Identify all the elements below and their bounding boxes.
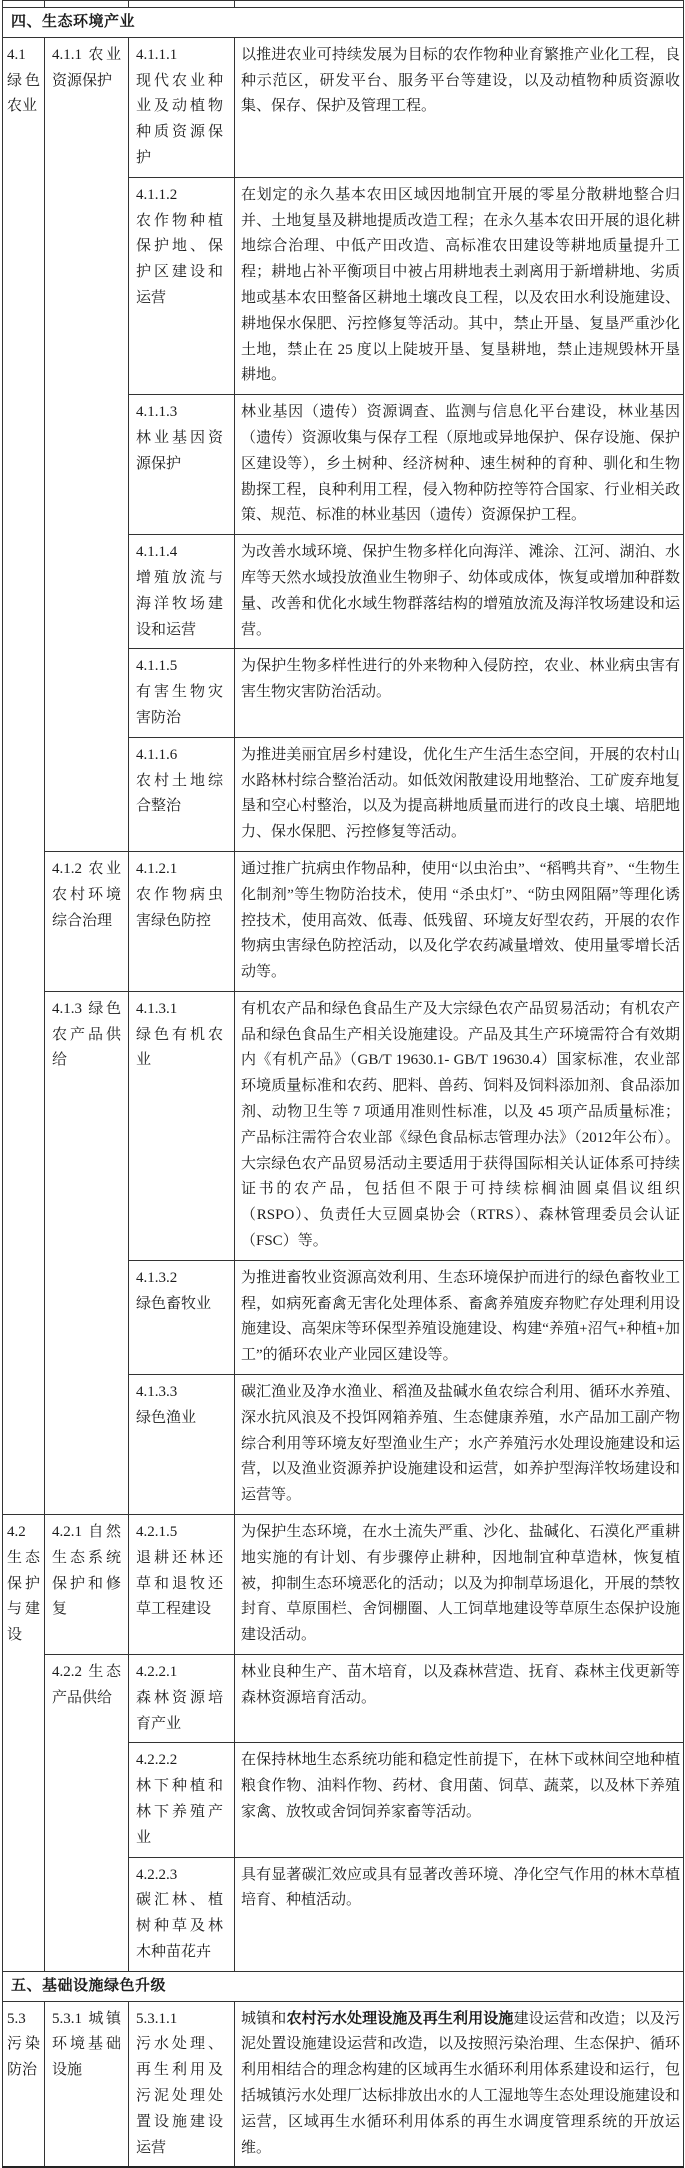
cell-4-1-3-2-description: 为推进畜牧业资源高效利用、生态环境保护而进行的绿色畜牧业工程，如病死畜禽无害化处理体系、畜禽养殖废弃物贮存处理利用设施建设、高架床等环保型养殖设施建设、构建“养殖+沼气+种植+加工”的循环农业产业园区建设等。 — [235, 1260, 684, 1374]
category-name: 有害生物灾害防治 — [136, 684, 223, 726]
category-name: 农作物种植保护地、保护区建设和运营 — [136, 212, 223, 306]
category-name: 林下种植和林下养殖产业 — [136, 1778, 223, 1846]
category-code: 4.1.1.4 — [136, 544, 178, 561]
cell-4-1-1-3-description: 林业基因（遗传）资源调查、监测与信息化平台建设，林业基因（遗传）资源收集与保存工程（原地或异地保护、保存设施、保护区建设等），乡土树种、经济树种、速生树种的育种、驯化和生物勘探工程，良种利用工程，侵入物种防控等符合国家、行业相关政策、规范、标准的林业基因（遗传）资源保护工程。 — [235, 395, 684, 535]
cell-4-1-3-3 — [129, 1375, 235, 1515]
table-row — [3, 1515, 684, 1655]
cell-4-1-1-2 — [129, 177, 235, 394]
cell-4-1-1-6 — [129, 737, 235, 851]
cell-4-1-1-1-description: 以推进农业可持续发展为目标的农作物种业育繁推产业化工程，良种示范区，研发平台、服务平台等建设，以及动植物种质资源收集、保存、保护及管理工程。 — [235, 37, 684, 177]
category-name: 绿色有机农业 — [136, 1026, 223, 1069]
partial-cell-1 — [3, 1, 45, 8]
category-code: 4.1.3.1 — [136, 1000, 178, 1017]
cell-4-2-ecological-protection: 4.2 生态保护与建设 — [3, 1515, 45, 1972]
cell-4-1-1-6-description: 为推进美丽宜居乡村建设，优化生产生活生态空间，开展的农村山水路林村综合整治活动。如低效闲散建设用地整治、工矿废弃地复垦和空心村整治，以及为提高耕地质量而进行的改良土壤、培肥地力、保水保肥、污控修复等活动。 — [235, 737, 684, 851]
description-text: 建设运营和改造；以及污泥处置设施建设运营和改造，以及按照污染治理、生态保护、循环利用相结合的理念构建的区域再生水循环利用体系建设和运行，包括城镇污水处理厂达标排放出水的人工湿地等生态处理设施建设和运营，区域再生水循环利用体系的再生水调度管理系统的开放运维。 — [241, 2010, 680, 2156]
description-text: 城镇和 — [241, 2010, 287, 2027]
category-code: 4.2.1.5 — [136, 1524, 178, 1541]
cell-4-2-2-1-description: 林业良种生产、苗木培育，以及森林营造、抚育、森林主伐更新等森林资源培育活动。 — [235, 1655, 684, 1743]
category-name: 农作物病虫害绿色防控 — [136, 886, 223, 929]
cell-4-1-3-1-description: 有机农产品和绿色食品生产及大宗绿色农产品贸易活动；有机农产品和绿色食品生产相关设施建设。产品及其生产环境需符合有效期内《有机产品》（GB/T 19630.1- GB/T 19630.4）国家标准，农业部环境质量标准和农药、肥料、兽药、饲料及饲料添加剂、食品添加剂、动物卫生等 7 项通用准则性标准，以及 45 项产品质量标准；产品标注需符合农业部《绿色食品标志管理办法》（2012年公布）。大宗绿色农产品贸易活动主要适用于获得国际相关认证体系可持续证书的农产品，包括但不限于可持续棕榈油圆桌倡议组织（RSPO）、负责任大豆圆桌协会（RTRS）、森林管理委员会认证（FSC）等。 — [235, 991, 684, 1260]
category-name: 退耕还林还草和退牧还草工程建设 — [136, 1549, 223, 1618]
table-row — [3, 1655, 684, 1743]
table-row — [3, 37, 684, 177]
partial-cell-4 — [235, 1, 684, 8]
cell-4-1-3-3-description: 碳汇渔业及净水渔业、稻渔及盐碱水鱼农综合利用、循环水养殖、深水抗风浪及不投饵网箱养殖、生态健康养殖，水产品加工副产物综合利用等环境友好型渔业生产；水产养殖污水处理设施建设和运营，以及渔业资源养护设施建设和运营，如养护型海洋牧场建设和运营等。 — [235, 1375, 684, 1515]
green-industry-catalog-table — [2, 0, 684, 2168]
cell-4-1-green-agriculture: 4.1 绿色农业 — [3, 37, 45, 1514]
section-header-ecological-environment-industry: 四、生态环境产业 — [3, 8, 684, 38]
category-code: 5.3.1.1 — [136, 2010, 178, 2027]
cell-4-1-1-3 — [129, 395, 235, 535]
category-code: 4.2.2.3 — [136, 1866, 178, 1883]
category-name: 增殖放流与海洋牧场建设和运营 — [136, 569, 223, 638]
cell-4-1-2-rural-environment-treatment: 4.1.2 农业农村环境综合治理 — [45, 851, 129, 991]
category-code: 4.1.1.3 — [136, 404, 178, 421]
cell-4-2-2-2-description: 在保持林地生态系统功能和稳定性前提下，在林下或林间空地种植粮食作物、油料作物、药材、食用菌、饲草、蔬菜，以及林下养殖家禽、放牧或舍饲饲养家畜等活动。 — [235, 1743, 684, 1857]
category-name: 碳汇林、植树种草及林木种苗花卉 — [136, 1892, 223, 1960]
cell-4-1-1-5 — [129, 649, 235, 737]
cell-5-3-1-urban-environmental-infrastructure: 5.3.1 城镇环境基础设施 — [45, 2001, 129, 2167]
table-row — [3, 2001, 684, 2167]
cell-4-1-3-green-agricultural-products: 4.1.3 绿色农产品供给 — [45, 991, 129, 1514]
cell-4-1-3-2 — [129, 1260, 235, 1374]
cell-4-1-3-1 — [129, 991, 235, 1260]
table-row — [3, 851, 684, 991]
cell-4-2-2-ecological-product-supply: 4.2.2 生态产品供给 — [45, 1655, 129, 1972]
cell-4-2-1-natural-ecosystem-restoration: 4.2.1 自然生态系统保护和修复 — [45, 1515, 129, 1655]
cell-4-1-2-1-description: 通过推广抗病虫作物品种，使用“以虫治虫”、“稻鸭共育”、“生物生化制剂”等生物防治技术，使用 “杀虫灯”、“防虫网阻隔”等理化诱控技术，使用高效、低毒、低残留、环境友好型农药，开展的农作物病虫害绿色防控活动，以及化学农药减量增效、使用量零增长活动等。 — [235, 851, 684, 991]
cell-4-1-1-agricultural-resource-protection: 4.1.1 农业资源保护 — [45, 37, 129, 851]
cell-4-2-2-3-description: 具有显著碳汇效应或具有显著改善环境、净化空气作用的林木草植培育、种植活动。 — [235, 1857, 684, 1971]
cell-5-3-1-1-description — [235, 2001, 684, 2167]
table-row-section-5 — [3, 1971, 684, 2001]
table-row-section-4 — [3, 8, 684, 38]
partial-cell-3 — [129, 1, 235, 8]
cell-4-1-2-1 — [129, 851, 235, 991]
cell-4-1-1-1 — [129, 37, 235, 177]
category-name: 现代农业种业及动植物种质资源保护 — [136, 72, 223, 166]
category-name: 森林资源培育产业 — [136, 1689, 223, 1732]
table-row-partial-top — [3, 1, 684, 8]
cell-4-1-1-5-description: 为保护生物多样性进行的外来物种入侵防控，农业、林业病虫害有害生物灾害防治活动。 — [235, 649, 684, 737]
cell-4-1-1-4 — [129, 535, 235, 649]
cell-4-2-2-2 — [129, 1743, 235, 1857]
cell-5-3-pollution-prevention: 5.3 污染防治 — [3, 2001, 45, 2167]
cell-4-2-1-5 — [129, 1515, 235, 1655]
category-code: 4.1.3.2 — [136, 1269, 178, 1286]
section-header-infrastructure-green-upgrade: 五、基础设施绿色升级 — [3, 1971, 684, 2001]
category-code: 4.1.1.2 — [136, 186, 178, 203]
category-code: 4.1.1.5 — [136, 658, 178, 675]
category-code: 4.2.2.2 — [136, 1752, 178, 1769]
category-name: 绿色畜牧业 — [136, 1295, 212, 1312]
cell-5-3-1-1 — [129, 2001, 235, 2167]
category-name: 农村土地综合整治 — [136, 772, 223, 815]
cell-4-1-1-2-description: 在划定的永久基本农田区域因地制宜开展的零星分散耕地整合归并、土地复垦及耕地提质改造工程；在永久基本农田开展的退化耕地综合治理、中低产田改造、高标准农田建设等耕地质量提升工程；耕地占补平衡项目中被占用耕地表土剥离用于新增耕地、劣质地或基本农田整备区耕地土壤改良工程，以及农田水利设施建设、耕地保水保肥、污控修复等活动。其中，禁止开垦、复垦严重沙化土地，禁止在 25 度以上陡坡开垦、复垦耕地，禁止违规毁林开垦耕地。 — [235, 177, 684, 394]
table-row — [3, 991, 684, 1260]
cell-4-2-2-1 — [129, 1655, 235, 1743]
category-code: 4.1.2.1 — [136, 860, 178, 877]
category-code: 4.1.1.6 — [136, 746, 178, 763]
category-code: 4.1.1.1 — [136, 46, 178, 63]
partial-cell-2 — [45, 1, 129, 8]
cell-4-1-1-4-description: 为改善水域环境、保护生物多样化向海洋、滩涂、江河、湖泊、水库等天然水域投放渔业生物卵子、幼体或成体，恢复或增加种群数量、改善和优化水域生物群落结构的增殖放流及海洋牧场建设和运营。 — [235, 535, 684, 649]
category-name: 林业基因资源保护 — [136, 429, 223, 472]
cell-4-2-1-5-description: 为保护生态环境，在水土流失严重、沙化、盐碱化、石漠化严重耕地实施的有计划、有步骤停止耕种，因地制宜种草造林，恢复植被，抑制生态环境恶化的活动；以及为抑制草场退化，开展的禁牧封育、草原围栏、舍饲棚圈、人工饲草地建设等草原生态保护设施建设活动。 — [235, 1515, 684, 1655]
category-name: 绿色渔业 — [136, 1409, 197, 1426]
green-industry-catalog-table-wrap — [2, 0, 683, 2168]
category-code: 4.2.2.1 — [136, 1664, 178, 1681]
cell-4-2-2-3 — [129, 1857, 235, 1971]
category-code: 4.1.3.3 — [136, 1384, 178, 1401]
description-bold-text: 农村污水处理设施及再生利用设施 — [286, 2010, 514, 2027]
category-name: 污水处理、再生利用及污泥处理处置设施建设运营 — [136, 2036, 223, 2156]
